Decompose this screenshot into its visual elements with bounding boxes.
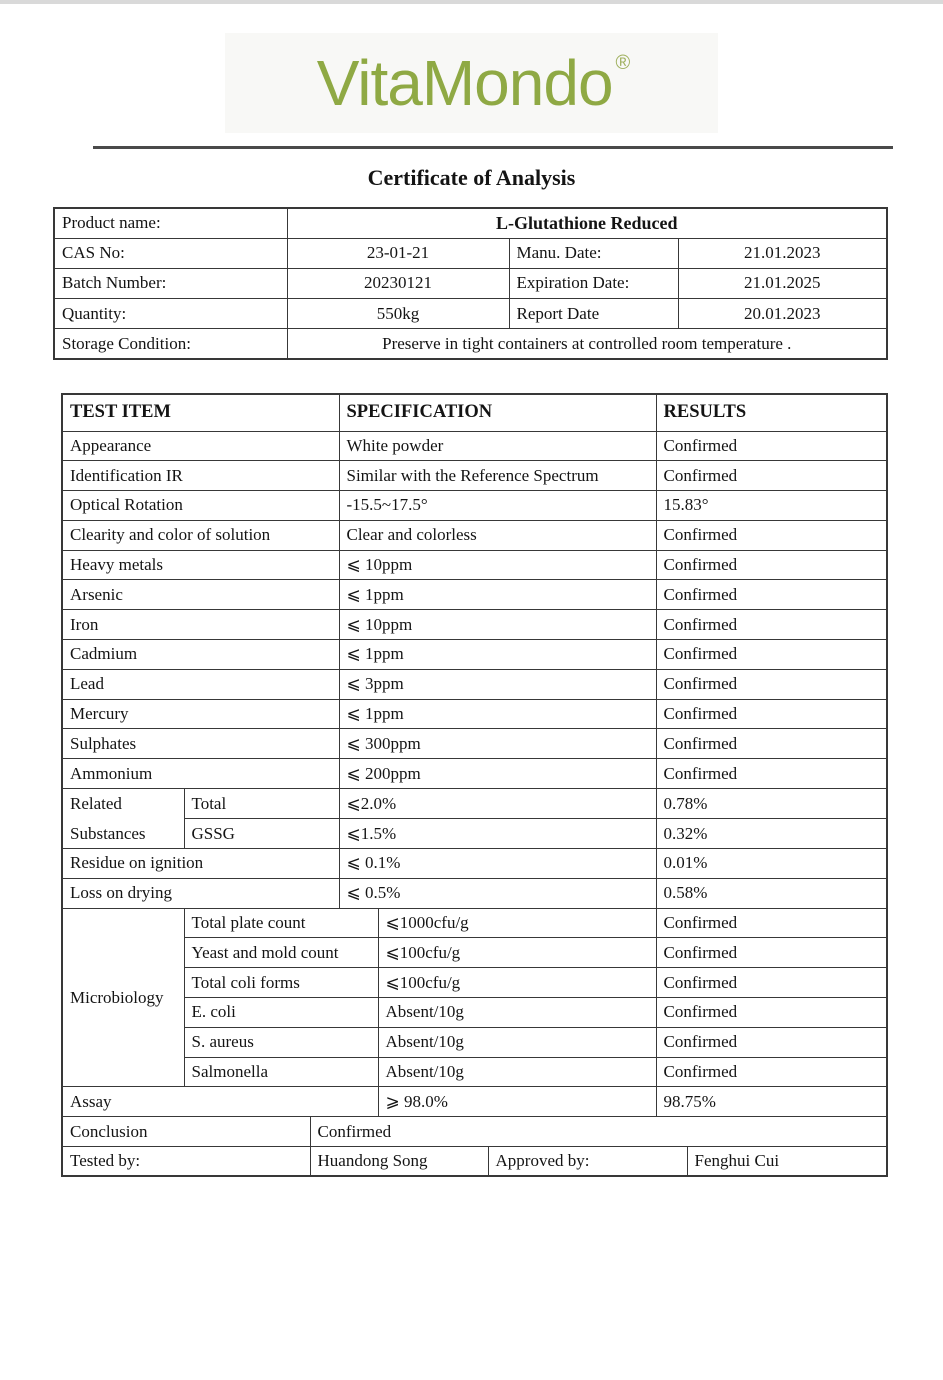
result-cell: 15.83°: [656, 491, 887, 521]
spec-cell: White powder: [339, 431, 656, 461]
table-row: [54, 238, 887, 268]
approved-by-value: Fenghui Cui: [687, 1147, 887, 1177]
spec-cell: Absent/10g: [378, 1057, 656, 1087]
test-item-cell: Identification IR: [62, 461, 339, 491]
table-row: [62, 819, 887, 849]
test-results-table: [61, 393, 888, 1177]
spec-cell: Absent/10g: [378, 1027, 656, 1057]
manu-date-label: Manu. Date:: [509, 238, 678, 268]
spec-cell: ⩽ 1ppm: [339, 640, 656, 670]
result-cell: Confirmed: [656, 610, 887, 640]
spec-cell: ⩽1.5%: [339, 819, 656, 849]
result-cell: 0.32%: [656, 819, 887, 849]
result-cell: Confirmed: [656, 669, 887, 699]
test-item-cell: Loss on drying: [62, 878, 339, 908]
col-header-specification: SPECIFICATION: [339, 394, 656, 431]
storage-condition-label: Storage Condition:: [54, 329, 287, 359]
expiration-date-value: 21.01.2025: [678, 268, 887, 298]
expiration-date-label: Expiration Date:: [509, 268, 678, 298]
result-cell: Confirmed: [656, 580, 887, 610]
table-row: [62, 431, 887, 461]
cas-no-value: 23-01-21: [287, 238, 509, 268]
result-cell: Confirmed: [656, 520, 887, 550]
sub-item-cell: Total plate count: [184, 908, 378, 938]
table-row: [62, 550, 887, 580]
test-item-cell: Lead: [62, 669, 339, 699]
test-item-cell: Optical Rotation: [62, 491, 339, 521]
result-cell: 0.58%: [656, 878, 887, 908]
spec-cell: ⩾ 98.0%: [378, 1087, 656, 1117]
result-cell: Confirmed: [656, 1027, 887, 1057]
result-cell: Confirmed: [656, 431, 887, 461]
spec-cell: ⩽ 1ppm: [339, 699, 656, 729]
conclusion-label: Conclusion: [62, 1117, 310, 1147]
table-row: [62, 491, 887, 521]
spec-cell: Similar with the Reference Spectrum: [339, 461, 656, 491]
result-cell: 0.78%: [656, 789, 887, 819]
sub-item-cell: GSSG: [184, 819, 339, 849]
microbiology-group-label: Microbiology: [62, 908, 184, 1087]
spec-cell: ⩽ 300ppm: [339, 729, 656, 759]
result-cell: Confirmed: [656, 729, 887, 759]
table-row: [62, 580, 887, 610]
table-row: [62, 1147, 887, 1177]
col-header-results: RESULTS: [656, 394, 887, 431]
registered-trademark-icon: ®: [615, 52, 630, 74]
sub-item-cell: Total: [184, 789, 339, 819]
spec-cell: ⩽ 0.1%: [339, 849, 656, 879]
spec-cell: ⩽ 3ppm: [339, 669, 656, 699]
result-cell: 98.75%: [656, 1087, 887, 1117]
product-name-value: L-Glutathione Reduced: [287, 208, 887, 238]
test-item-cell: Ammonium: [62, 759, 339, 789]
table-row: [62, 461, 887, 491]
result-cell: Confirmed: [656, 461, 887, 491]
spec-cell: -15.5~17.5°: [339, 491, 656, 521]
result-cell: Confirmed: [656, 640, 887, 670]
sub-item-cell: S. aureus: [184, 1027, 378, 1057]
table-row: [54, 299, 887, 329]
spec-cell: ⩽ 0.5%: [339, 878, 656, 908]
test-item-cell: Heavy metals: [62, 550, 339, 580]
test-item-cell: Clearity and color of solution: [62, 520, 339, 550]
test-item-cell: Appearance: [62, 431, 339, 461]
table-row: [62, 1087, 887, 1117]
spec-cell: ⩽100cfu/g: [378, 968, 656, 998]
scan-edge-strip: [0, 0, 943, 4]
table-row: [62, 640, 887, 670]
test-item-cell: Iron: [62, 610, 339, 640]
test-item-cell: Arsenic: [62, 580, 339, 610]
sub-item-cell: Total coli forms: [184, 968, 378, 998]
spec-cell: ⩽1000cfu/g: [378, 908, 656, 938]
test-item-cell: Assay: [62, 1087, 378, 1117]
result-cell: Confirmed: [656, 968, 887, 998]
quantity-value: 550kg: [287, 299, 509, 329]
logo-band: [225, 33, 718, 133]
brand-logo-text: VitaMondo: [316, 47, 613, 119]
cas-no-label: CAS No:: [54, 238, 287, 268]
spec-cell: Absent/10g: [378, 998, 656, 1028]
test-item-cell: Cadmium: [62, 640, 339, 670]
table-row: [62, 610, 887, 640]
result-cell: Confirmed: [656, 759, 887, 789]
quantity-label: Quantity:: [54, 299, 287, 329]
table-row: [62, 1117, 887, 1147]
table-row: [62, 849, 887, 879]
test-item-cell: Residue on ignition: [62, 849, 339, 879]
spec-cell: ⩽100cfu/g: [378, 938, 656, 968]
approved-by-label: Approved by:: [488, 1147, 687, 1177]
result-cell: Confirmed: [656, 938, 887, 968]
header-divider: [93, 146, 893, 149]
brand-logo: [316, 47, 630, 119]
spec-cell: ⩽ 10ppm: [339, 550, 656, 580]
storage-condition-value: Preserve in tight containers at controlled room temperature .: [287, 329, 887, 359]
batch-number-value: 20230121: [287, 268, 509, 298]
table-row: [54, 329, 887, 359]
table-row: [62, 699, 887, 729]
table-row: [54, 208, 887, 238]
table-row: [62, 520, 887, 550]
table-row: [62, 1027, 887, 1057]
table-row: [62, 878, 887, 908]
page-title: Certificate of Analysis: [367, 165, 576, 190]
table-header-row: [62, 394, 887, 431]
result-cell: Confirmed: [656, 908, 887, 938]
spec-cell: ⩽ 10ppm: [339, 610, 656, 640]
sub-item-cell: E. coli: [184, 998, 378, 1028]
product-name-label: Product name:: [54, 208, 287, 238]
manu-date-value: 21.01.2023: [678, 238, 887, 268]
result-cell: Confirmed: [656, 998, 887, 1028]
tested-by-value: Huandong Song: [310, 1147, 488, 1177]
sub-item-cell: Yeast and mold count: [184, 938, 378, 968]
result-cell: Confirmed: [656, 1057, 887, 1087]
batch-number-label: Batch Number:: [54, 268, 287, 298]
table-row: [62, 968, 887, 998]
spec-cell: ⩽ 200ppm: [339, 759, 656, 789]
table-row: [62, 729, 887, 759]
table-row: [62, 998, 887, 1028]
report-date-label: Report Date: [509, 299, 678, 329]
result-cell: Confirmed: [656, 550, 887, 580]
result-cell: 0.01%: [656, 849, 887, 879]
table-row: [62, 789, 887, 819]
product-info-table: [53, 207, 888, 360]
related-substances-group-label: Related Substances: [62, 789, 184, 849]
table-row: [62, 1057, 887, 1087]
report-date-value: 20.01.2023: [678, 299, 887, 329]
test-item-cell: Mercury: [62, 699, 339, 729]
spec-cell: ⩽2.0%: [339, 789, 656, 819]
table-row: [54, 268, 887, 298]
test-item-cell: Sulphates: [62, 729, 339, 759]
table-row: [62, 759, 887, 789]
tested-by-label: Tested by:: [62, 1147, 310, 1177]
sub-item-cell: Salmonella: [184, 1057, 378, 1087]
table-row: [62, 669, 887, 699]
result-cell: Confirmed: [656, 699, 887, 729]
col-header-test-item: TEST ITEM: [62, 394, 339, 431]
spec-cell: ⩽ 1ppm: [339, 580, 656, 610]
table-row: [62, 908, 887, 938]
conclusion-value: Confirmed: [310, 1117, 887, 1147]
table-row: [62, 938, 887, 968]
spec-cell: Clear and colorless: [339, 520, 656, 550]
